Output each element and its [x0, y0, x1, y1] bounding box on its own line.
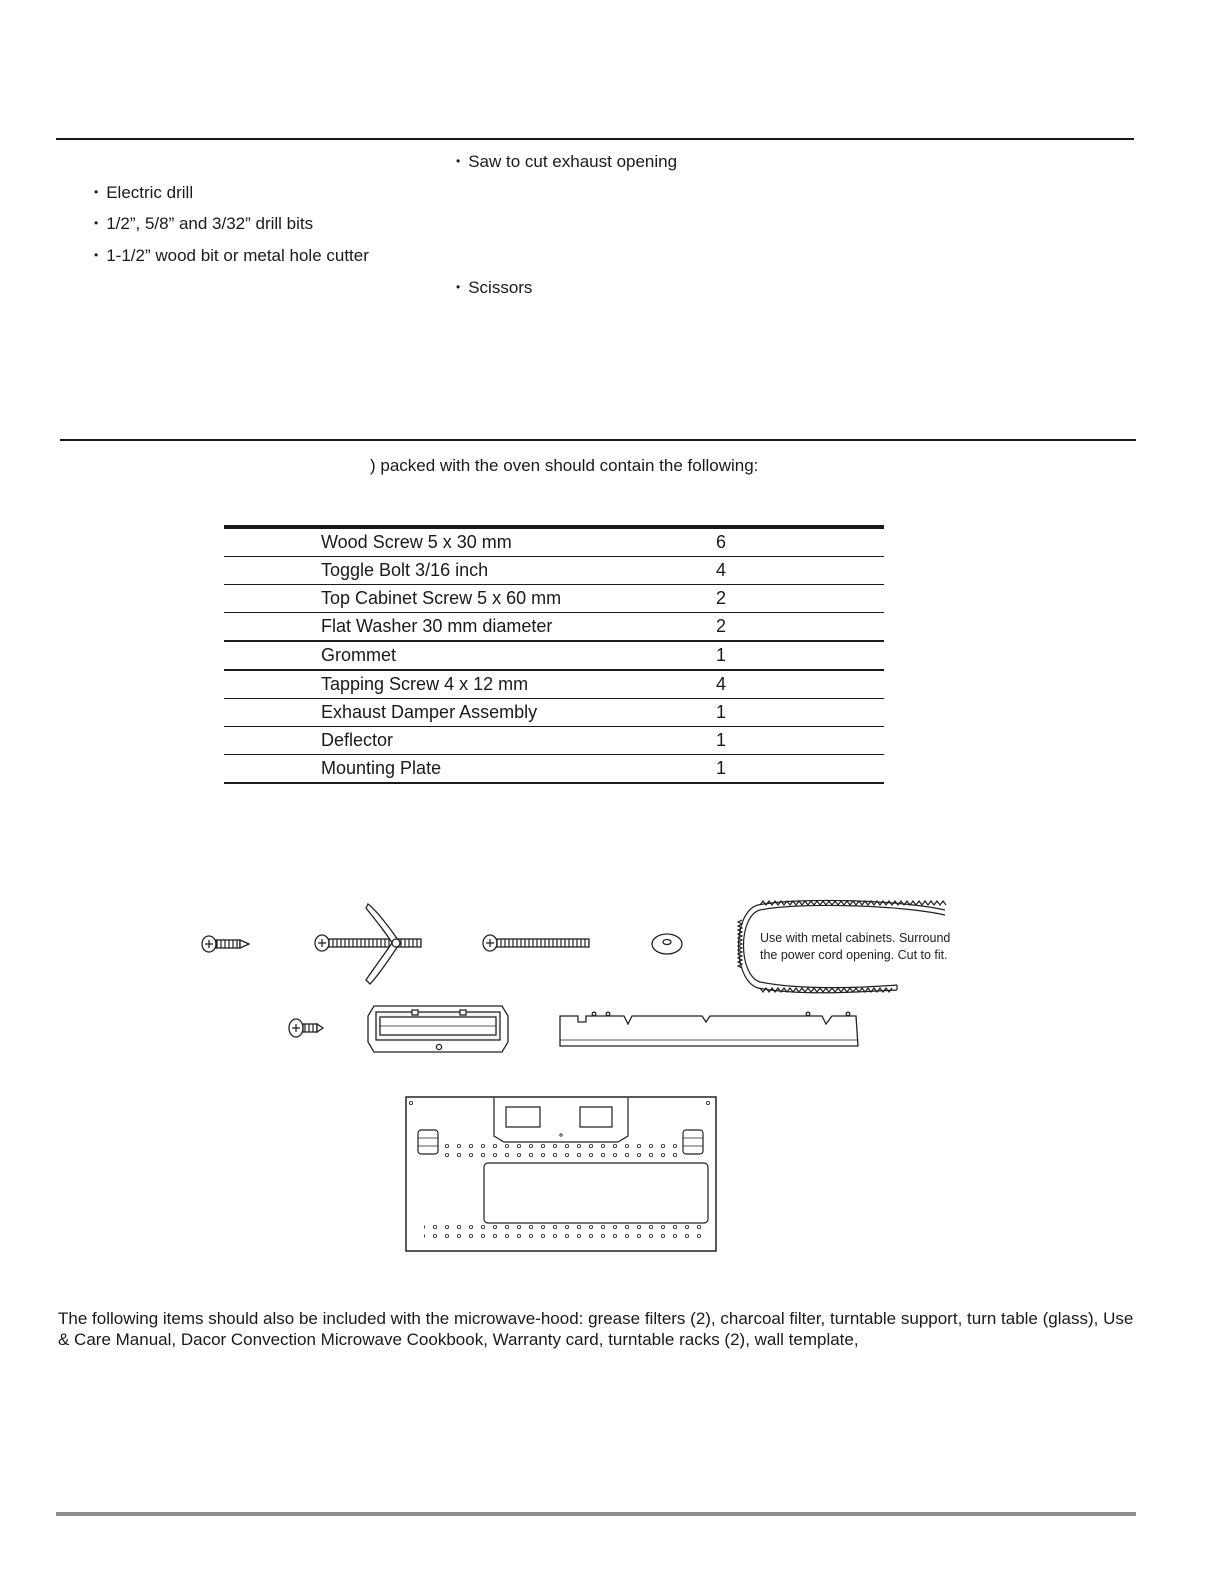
grommet-icon [738, 900, 946, 992]
table-row [224, 727, 884, 755]
part-name: Tapping Screw 4 x 12 mm [321, 670, 716, 699]
grommet-note-line2: the power cord opening. Cut to fit. [760, 948, 948, 962]
part-qty: 1 [716, 641, 884, 670]
table-row [224, 641, 884, 670]
part-qty: 4 [716, 557, 884, 585]
part-name: Toggle Bolt 3/16 inch [321, 557, 716, 585]
part-qty: 6 [716, 527, 884, 557]
table-row [224, 670, 884, 699]
tool-item-drill-bits: • 1/2”, 5/8” and 3/32” drill bits [94, 214, 313, 235]
table-row [224, 527, 884, 557]
mounting-plate-icon [406, 1097, 716, 1251]
page-bottom-rule [56, 1512, 1136, 1516]
tool-item-drill: • Electric drill [94, 183, 193, 204]
tool-item-hole-cutter: • 1-1/2” wood bit or metal hole cutter [94, 246, 369, 267]
part-qty: 2 [716, 585, 884, 613]
part-name: Flat Washer 30 mm diameter [321, 613, 716, 642]
part-name: Deflector [321, 727, 716, 755]
wood-screw-icon [202, 936, 249, 952]
table-row [224, 613, 884, 642]
deflector-icon [560, 1012, 858, 1046]
part-name: Grommet [321, 641, 716, 670]
top-cabinet-screw-icon [483, 935, 589, 951]
part-name: Wood Screw 5 x 30 mm [321, 527, 716, 557]
part-qty: 1 [716, 727, 884, 755]
tool-item-scissors: • Scissors [456, 278, 532, 299]
part-name: Top Cabinet Screw 5 x 60 mm [321, 585, 716, 613]
parts-intro: ) packed with the oven should contain the following: [370, 456, 759, 475]
part-name: Mounting Plate [321, 755, 716, 784]
part-qty: 1 [716, 699, 884, 727]
included-items-note: The following items should also be included with the microwave-hood: grease filters (2), charcoal filter, turntable support, turn table (glass), Use & Care Manual, Dacor Convection Microwave Cookbook, Warranty card, turntable racks (2), wall template, [58, 1309, 1134, 1349]
table-row [224, 755, 884, 784]
parts-illustration [0, 880, 1224, 1270]
part-name: Exhaust Damper Assembly [321, 699, 716, 727]
table-row [224, 557, 884, 585]
part-qty: 2 [716, 613, 884, 642]
part-qty: 4 [716, 670, 884, 699]
table-row [224, 585, 884, 613]
toggle-bolt-icon [315, 904, 421, 984]
tapping-screw-icon [289, 1019, 323, 1037]
parts-table [224, 525, 884, 784]
grommet-note-line1: Use with metal cabinets. Surround [760, 931, 951, 945]
part-qty: 1 [716, 755, 884, 784]
exhaust-damper-icon [368, 1006, 508, 1052]
flat-washer-icon [652, 934, 682, 954]
table-row [224, 699, 884, 727]
section-divider-parts [60, 439, 1136, 441]
section-divider-tools [56, 138, 1134, 140]
tool-item-saw: • Saw to cut exhaust opening [456, 152, 677, 173]
